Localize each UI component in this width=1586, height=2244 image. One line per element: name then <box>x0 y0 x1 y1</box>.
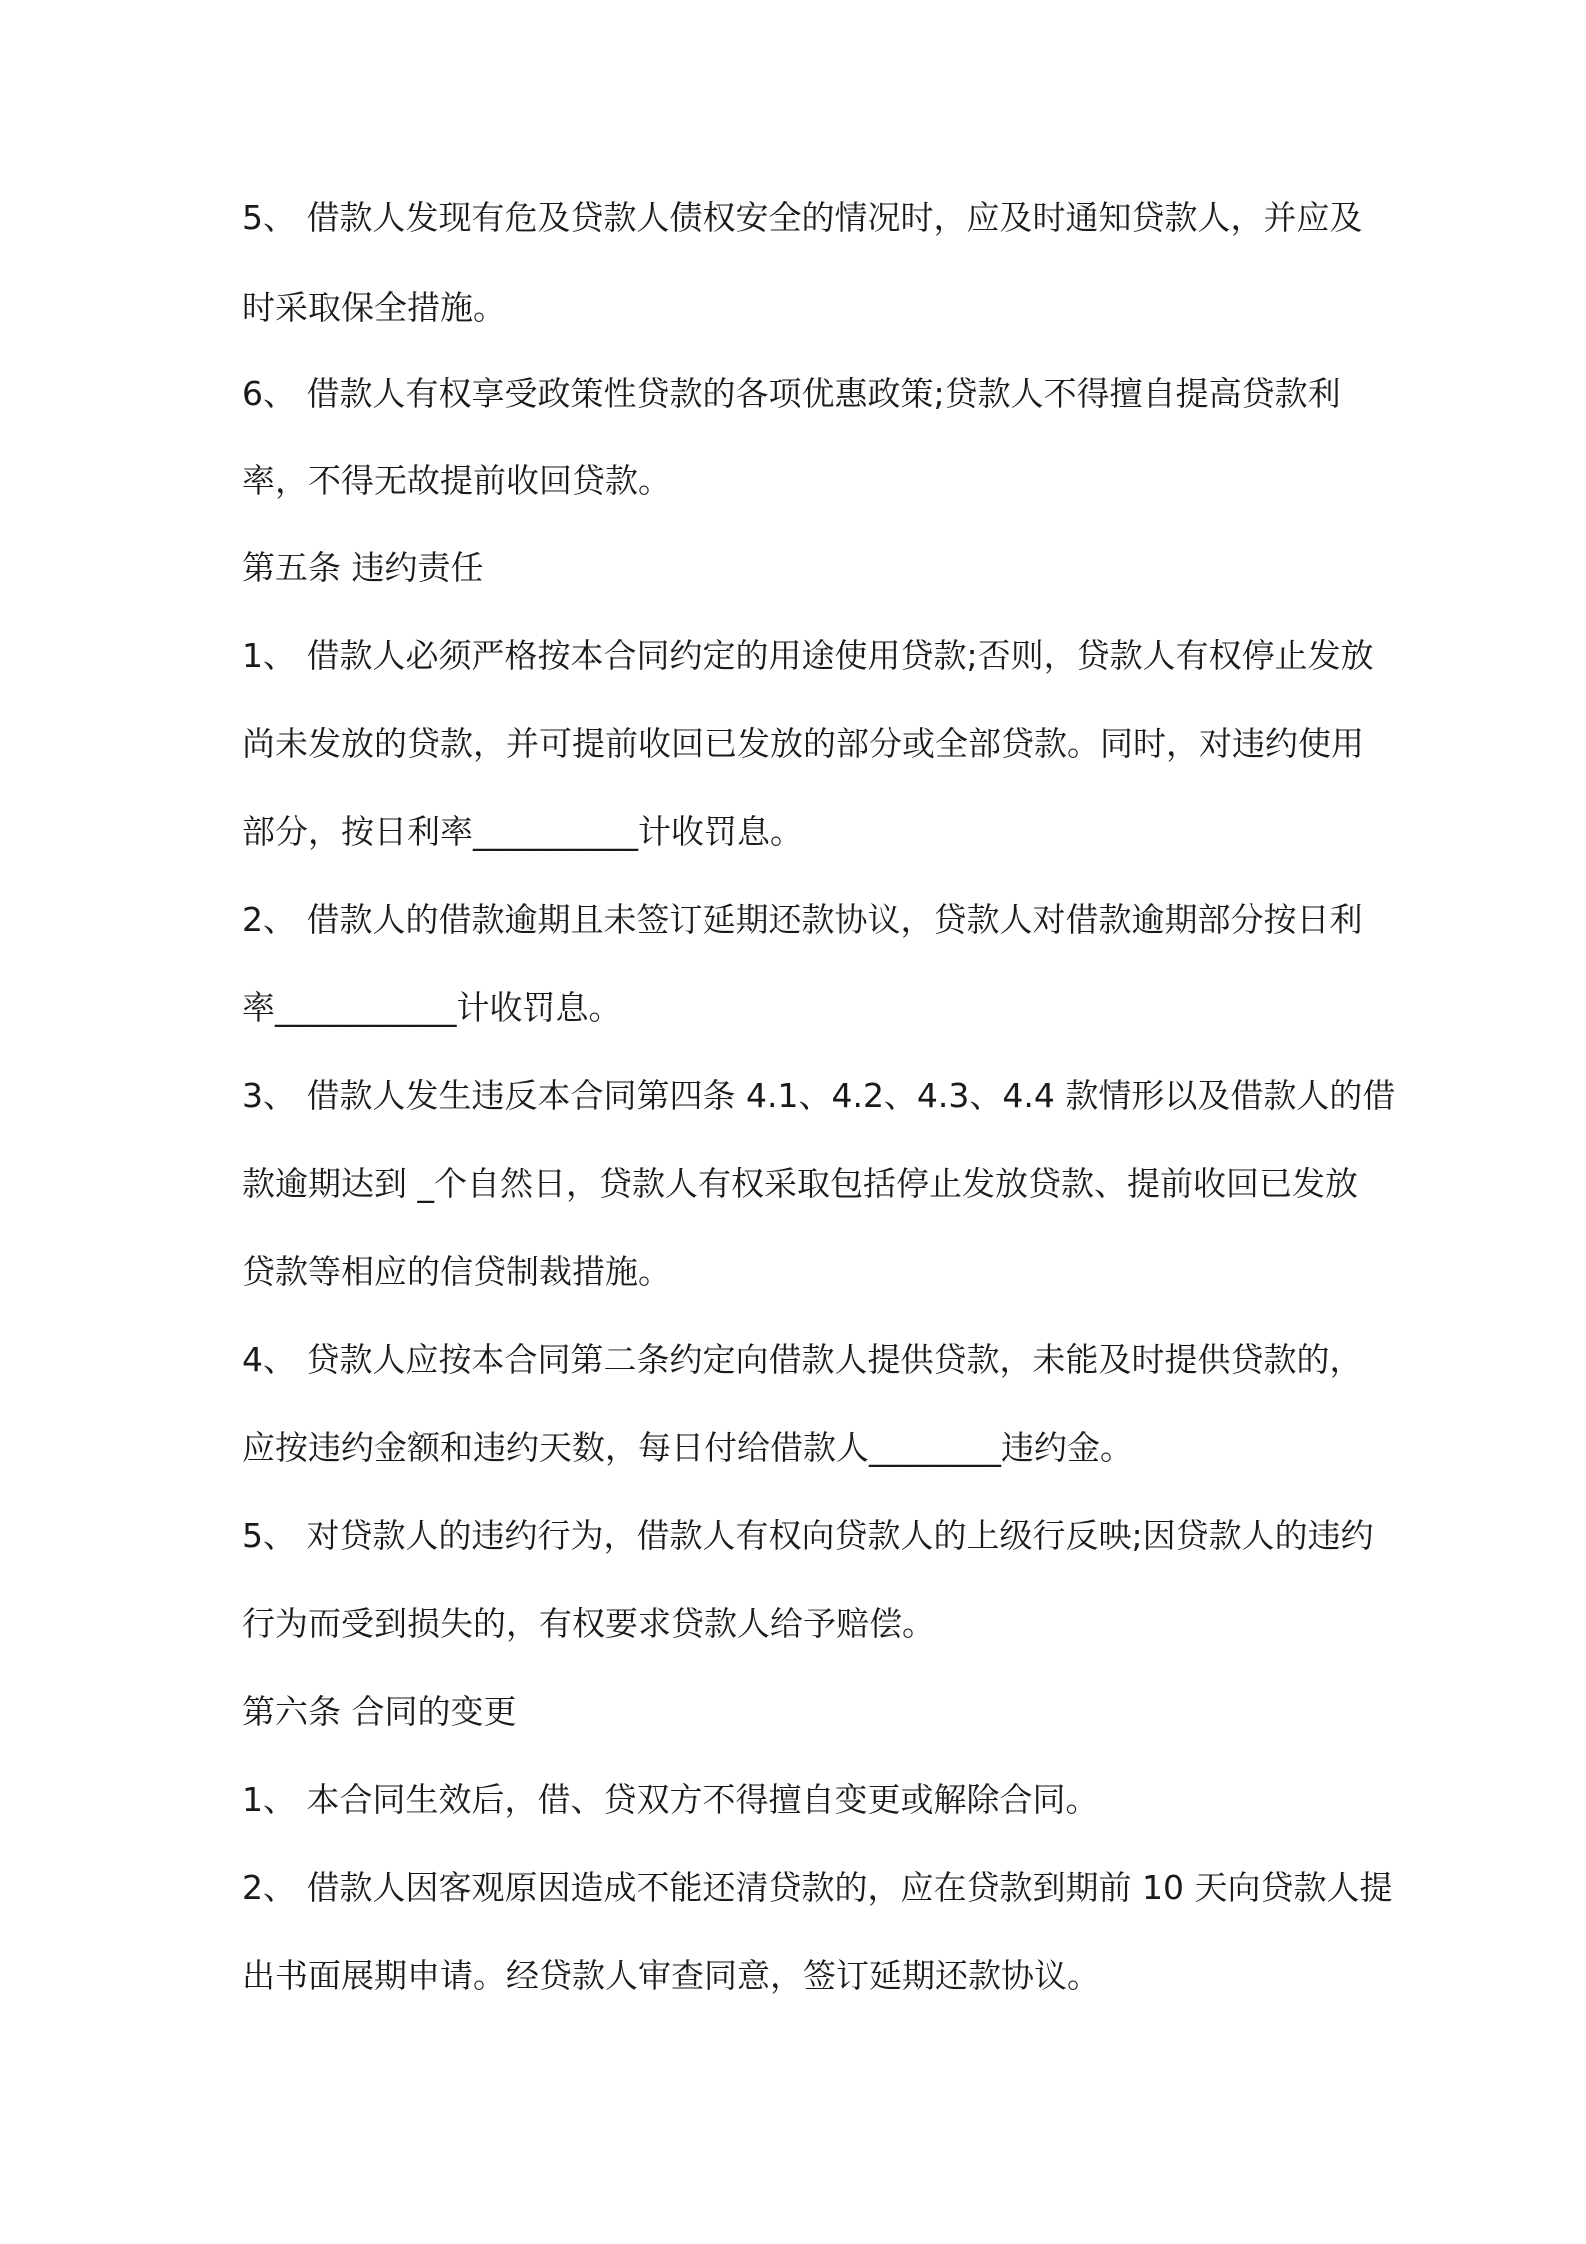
text-line: 2、 借款人的借款逾期且未签订延期还款协议，贷款人对借款逾期部分按日利 <box>242 900 1363 939</box>
text-line: 应按违约金额和违约天数，每日付给借款人________违约金。 <box>242 1428 1133 1467</box>
text-line: 率___________计收罚息。 <box>242 988 622 1027</box>
text-line: 贷款等相应的信贷制裁措施。 <box>242 1252 671 1291</box>
text-line: 6、 借款人有权享受政策性贷款的各项优惠政策;贷款人不得擅自提高贷款利 <box>242 374 1341 413</box>
text-line: 1、 借款人必须严格按本合同约定的用途使用贷款;否则，贷款人有权停止发放 <box>242 636 1374 675</box>
section-heading: 第六条 合同的变更 <box>242 1692 517 1731</box>
text-line: 4、 贷款人应按本合同第二条约定向借款人提供贷款，未能及时提供贷款的， <box>242 1340 1363 1379</box>
text-line: 3、 借款人发生违反本合同第四条 4.1、4.2、4.3、4.4 款情形以及借款人的借 <box>242 1076 1396 1115</box>
text-line: 行为而受到损失的，有权要求贷款人给予赔偿。 <box>242 1604 935 1643</box>
text-line: 部分，按日利率__________计收罚息。 <box>242 812 803 851</box>
text-line: 5、 借款人发现有危及贷款人债权安全的情况时，应及时通知贷款人，并应及 <box>242 198 1363 237</box>
text-line: 款逾期达到 _个自然日，贷款人有权采取包括停止发放贷款、提前收回已发放 <box>242 1164 1358 1203</box>
text-line: 出书面展期申请。经贷款人审查同意，签订延期还款协议。 <box>242 1956 1100 1995</box>
section-heading: 第五条 违约责任 <box>242 548 484 587</box>
text-line: 5、 对贷款人的违约行为，借款人有权向贷款人的上级行反映;因贷款人的违约 <box>242 1516 1374 1555</box>
text-line: 1、 本合同生效后，借、贷双方不得擅自变更或解除合同。 <box>242 1780 1099 1819</box>
text-line: 尚未发放的贷款，并可提前收回已发放的部分或全部贷款。同时，对违约使用 <box>242 724 1364 763</box>
text-line: 率，不得无故提前收回贷款。 <box>242 461 671 500</box>
text-line: 2、 借款人因客观原因造成不能还清贷款的，应在贷款到期前 10 天向贷款人提 <box>242 1868 1393 1907</box>
text-line: 时采取保全措施。 <box>242 288 506 327</box>
